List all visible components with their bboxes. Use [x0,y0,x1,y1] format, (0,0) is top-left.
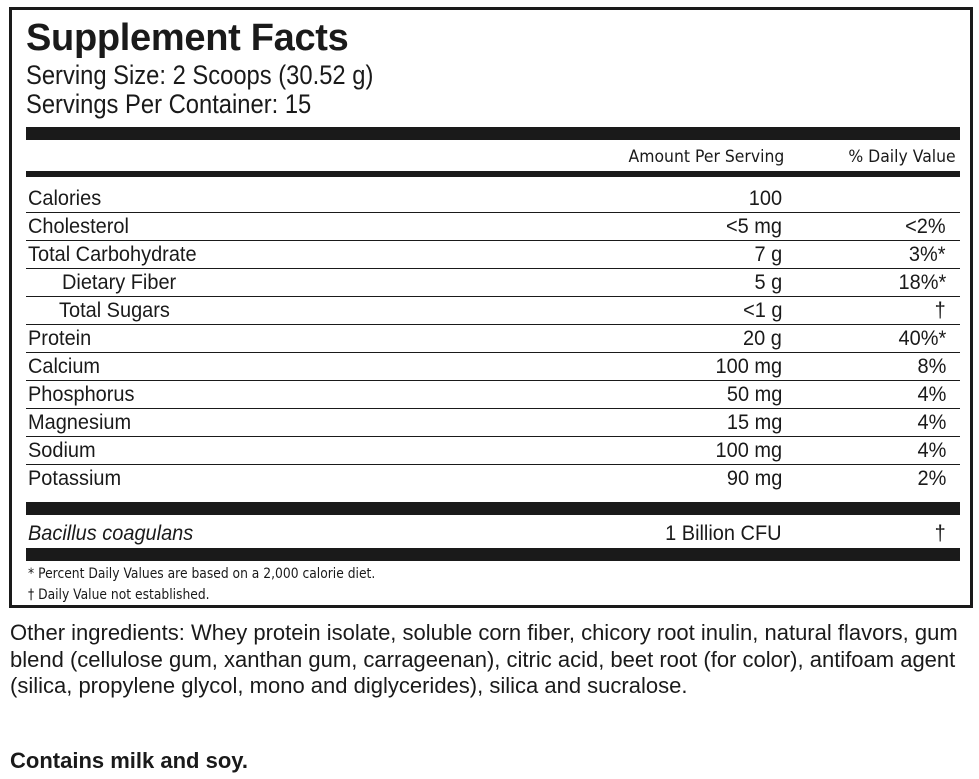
nutrient-dv: 8% [917,355,946,378]
nutrient-amount: 20 g [743,327,782,350]
nutrient-name: Total Carbohydrate [28,243,197,266]
nutrient-dv: † [934,299,946,322]
nutrient-name: Protein [28,327,92,350]
nutrient-dv: 4% [917,411,946,434]
nutrient-amount: 100 mg [715,439,782,462]
nutrient-dv: <2% [905,215,946,238]
panel-inner [26,10,960,605]
nutrient-row-calories [26,185,960,213]
nutrient-row-sodium [26,437,960,465]
nutrient-row-dietary-fiber [26,269,960,297]
footnote-percent-dv: * Percent Daily Values are based on a 2,000 calorie diet. [28,566,376,582]
footnote-dagger: † Daily Value not established. [28,587,210,603]
servings-per-container: Servings Per Container: 15 [26,89,312,119]
supplement-facts-panel [9,7,973,608]
column-header-daily-value: % Daily Value [848,147,956,167]
nutrient-amount: 90 mg [726,467,782,490]
nutrient-row-total-carbohydrate [26,241,960,269]
nutrient-name: Calcium [28,355,101,378]
nutrient-dv: 18%* [898,271,946,294]
nutrient-dv: 40%* [898,327,946,350]
nutrient-row-potassium [26,465,960,493]
nutrient-row-magnesium [26,409,960,437]
allergen-statement: Contains milk and soy. [10,748,248,773]
divider-thick [26,502,960,515]
nutrient-amount: <5 mg [725,215,782,238]
nutrient-name: Total Sugars [59,299,170,322]
nutrient-amount: <1 g [742,299,782,322]
probiotic-dv: † [934,522,946,545]
nutrient-row-calcium [26,353,960,381]
nutrient-name: Calories [28,187,102,210]
nutrient-amount: 50 mg [726,383,782,406]
divider-thick [26,548,960,561]
column-header-amount: Amount Per Serving [628,147,784,167]
nutrient-dv: 3%* [909,243,946,266]
nutrient-row-total-sugars [26,297,960,325]
nutrient-name: Sodium [28,439,96,462]
nutrient-name: Potassium [28,467,122,490]
nutrient-amount: 100 mg [715,355,782,378]
nutrient-amount: 100 [748,187,782,210]
nutrient-dv: 2% [917,467,946,490]
divider-medium [26,171,960,177]
nutrient-dv: 4% [917,383,946,406]
nutrient-name: Cholesterol [28,215,129,238]
divider-thick [26,127,960,140]
nutrient-name: Dietary Fiber [62,271,177,294]
nutrient-name: Magnesium [28,411,132,434]
nutrient-table [26,185,960,493]
other-ingredients-text: Other ingredients: Whey protein isolate, soluble corn fiber, chicory root inulin, natural flavors, gum blend (cellulose gum, xanthan gum, carrageenan), citric acid, beet root (for color), antifoam agent (silica, propylene glycol, mono and diglycerides), silica and sucralose. [10,620,958,698]
nutrient-amount: 7 g [754,243,782,266]
probiotic-amount: 1 Billion CFU [665,522,782,545]
nutrient-row-phosphorus [26,381,960,409]
panel-title: Supplement Facts [26,17,349,59]
probiotic-name: Bacillus coagulans [28,522,194,545]
nutrient-row-protein [26,325,960,353]
serving-size: Serving Size: 2 Scoops (30.52 g) [26,60,374,90]
nutrient-dv: 4% [917,439,946,462]
other-ingredients [10,620,970,700]
nutrient-name: Phosphorus [28,383,135,406]
nutrient-amount: 5 g [754,271,782,294]
nutrient-row-cholesterol [26,213,960,241]
nutrient-amount: 15 mg [726,411,782,434]
